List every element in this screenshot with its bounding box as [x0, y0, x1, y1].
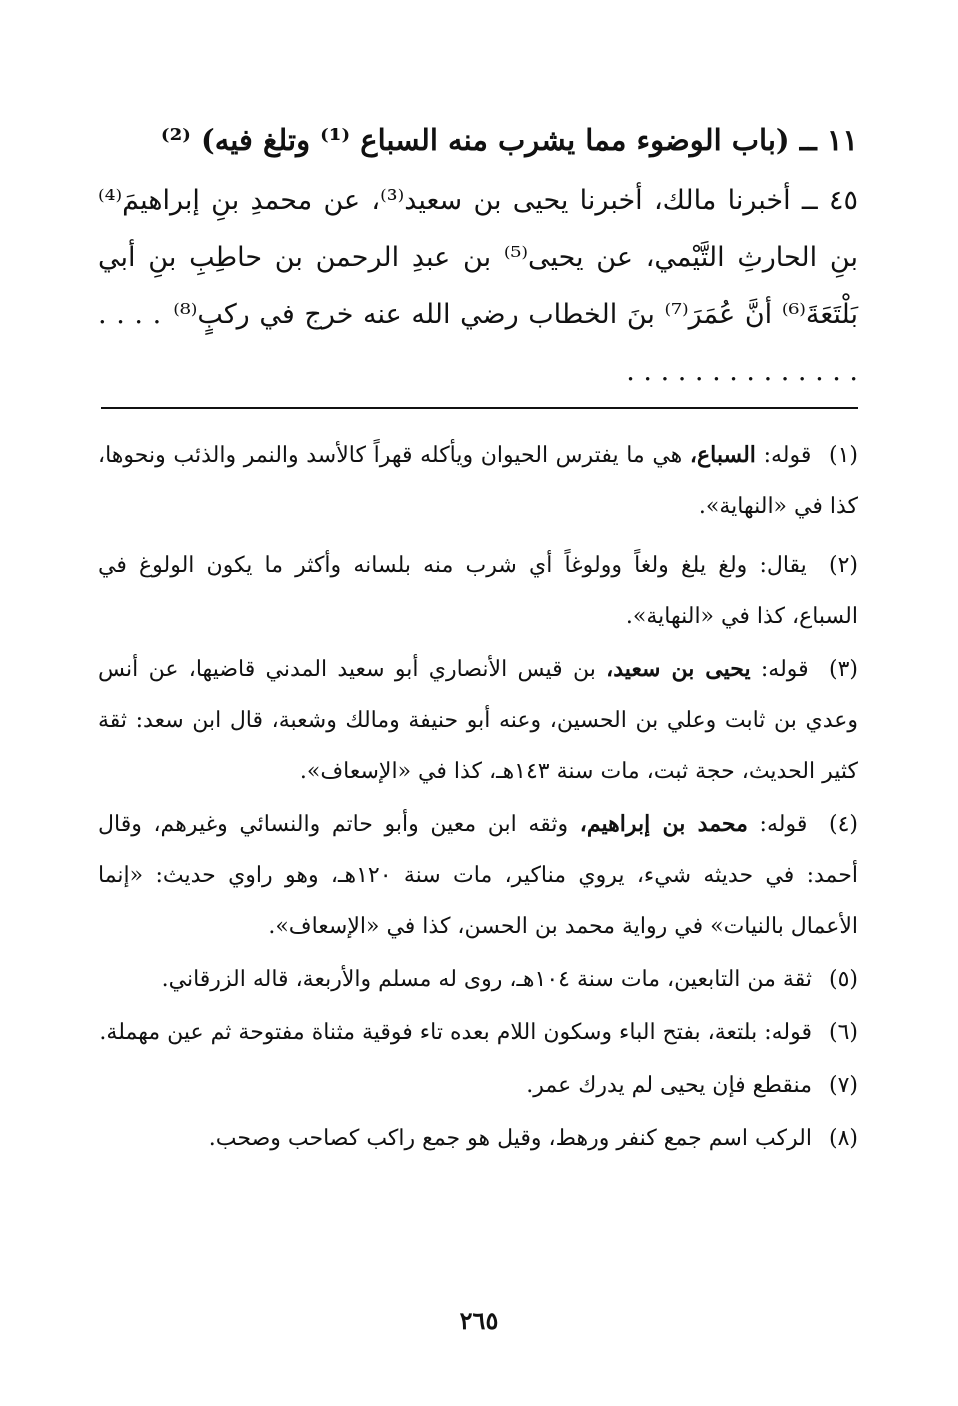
- footnote-1: [98, 430, 858, 532]
- footnote-text: بلتعة، بفتح الباء وسكون اللام بعده تاء فوقية مثناة مفتوحة ثم عين مهملة.: [99, 1020, 758, 1045]
- footnote-number: (٤): [828, 812, 858, 837]
- footnote-divider: [101, 407, 858, 409]
- hadith-text: [98, 172, 858, 400]
- footnote-text: بن قيس الأنصاري أبو سعيد المدني قاضيها، عن أنس وعدي بن ثابت وعلي بن الحسين، وعنه أبو حنيفة ومالك وشعبة، قال ابن سعد: ثقة كثير الحديث، حجة ثبت، مات سنة ١٤٣هـ، كذا في «الإسعاف».: [98, 657, 858, 784]
- chapter-heading: ١١ ــ (باب الوضوء مما يشرب منه السباع ⁽¹⁾ وتلغ فيه) ⁽²⁾: [160, 123, 858, 157]
- footnotes-list: [98, 430, 858, 1166]
- hadith-body: ٤٥ ــ أخبرنا مالك، أخبرنا يحيى بن سعيد⁽³⁾، عن محمدِ بنِ إبراهيمَ⁽⁴⁾ بنِ الحارثِ التَّيْمي، عن يحيى⁽⁵⁾ بن عبدِ الرحمن بن حاطِبِ بنِ أبي بَلْتَعَةَ⁽⁶⁾ أنَّ عُمَرَ⁽⁷⁾ بنَ الخطاب رضي الله عنه خرج في ركبٍ⁽⁸⁾: [98, 185, 859, 330]
- footnote-number: (٥): [828, 967, 858, 992]
- footnote-lead: قوله:: [760, 657, 809, 682]
- footnote-number: (٢): [828, 553, 858, 578]
- footnote-text: هي ما يفترس الحيوان ويأكله قهراً كالأسد والنمر والذئب ونحوها، كذا في «النهاية».: [98, 443, 858, 519]
- footnote-keyword: يحيى بن سعيد،: [606, 656, 751, 682]
- footnote-8: [98, 1113, 858, 1164]
- footnote-keyword: محمد بن إبراهيم،: [579, 811, 748, 837]
- footnote-3: [98, 644, 858, 797]
- footnote-text: وثقه ابن معين وأبو حاتم والنسائي وغيرهم، وقال أحمد: في حديثه شيء، يروي مناكير، مات سنة ١٢٠هـ، وهو راوي حديث: «إنما الأعمال بالنيات» في رواية محمد بن الحسن، كذا في «الإسعاف».: [98, 812, 858, 939]
- footnote-5: [98, 954, 858, 1005]
- footnote-number: (٨): [828, 1126, 858, 1151]
- page-number: ٢٦٥: [459, 1306, 499, 1335]
- footnote-number: (١): [829, 443, 859, 468]
- footnote-text: يقال: ولغ يلغ ولغاً وولوغاً أي شرب منه بلسانه وأكثر ما يكون الولوغ في السباع، كذا في «النهاية».: [98, 553, 858, 629]
- footnote-lead: قوله:: [759, 812, 808, 837]
- footnote-7: [98, 1060, 858, 1111]
- footnote-text: منقطع فإن يحيى لم يدرك عمر.: [526, 1073, 812, 1098]
- footnote-number: (٧): [828, 1073, 858, 1098]
- footnote-text: الركب اسم جمع كنفر ورهط، وقيل هو جمع راكب كصاحب وصحب.: [208, 1126, 812, 1151]
- footnote-number: (٦): [828, 1020, 858, 1045]
- footnote-number: (٣): [828, 657, 858, 682]
- ellipsis-dots: . . . . . . . . . . . . . . . . . .: [98, 299, 858, 387]
- footnote-6: [98, 1007, 858, 1058]
- footnote-2: [98, 540, 858, 642]
- footnote-lead: قوله:: [763, 443, 812, 468]
- footnote-4: [98, 799, 858, 952]
- footnote-lead: قوله:: [764, 1020, 812, 1045]
- footnote-text: ثقة من التابعين، مات سنة ١٠٤هـ، روى له مسلم والأربعة، قاله الزرقاني.: [161, 967, 812, 992]
- footnote-keyword: السباع،: [689, 442, 756, 468]
